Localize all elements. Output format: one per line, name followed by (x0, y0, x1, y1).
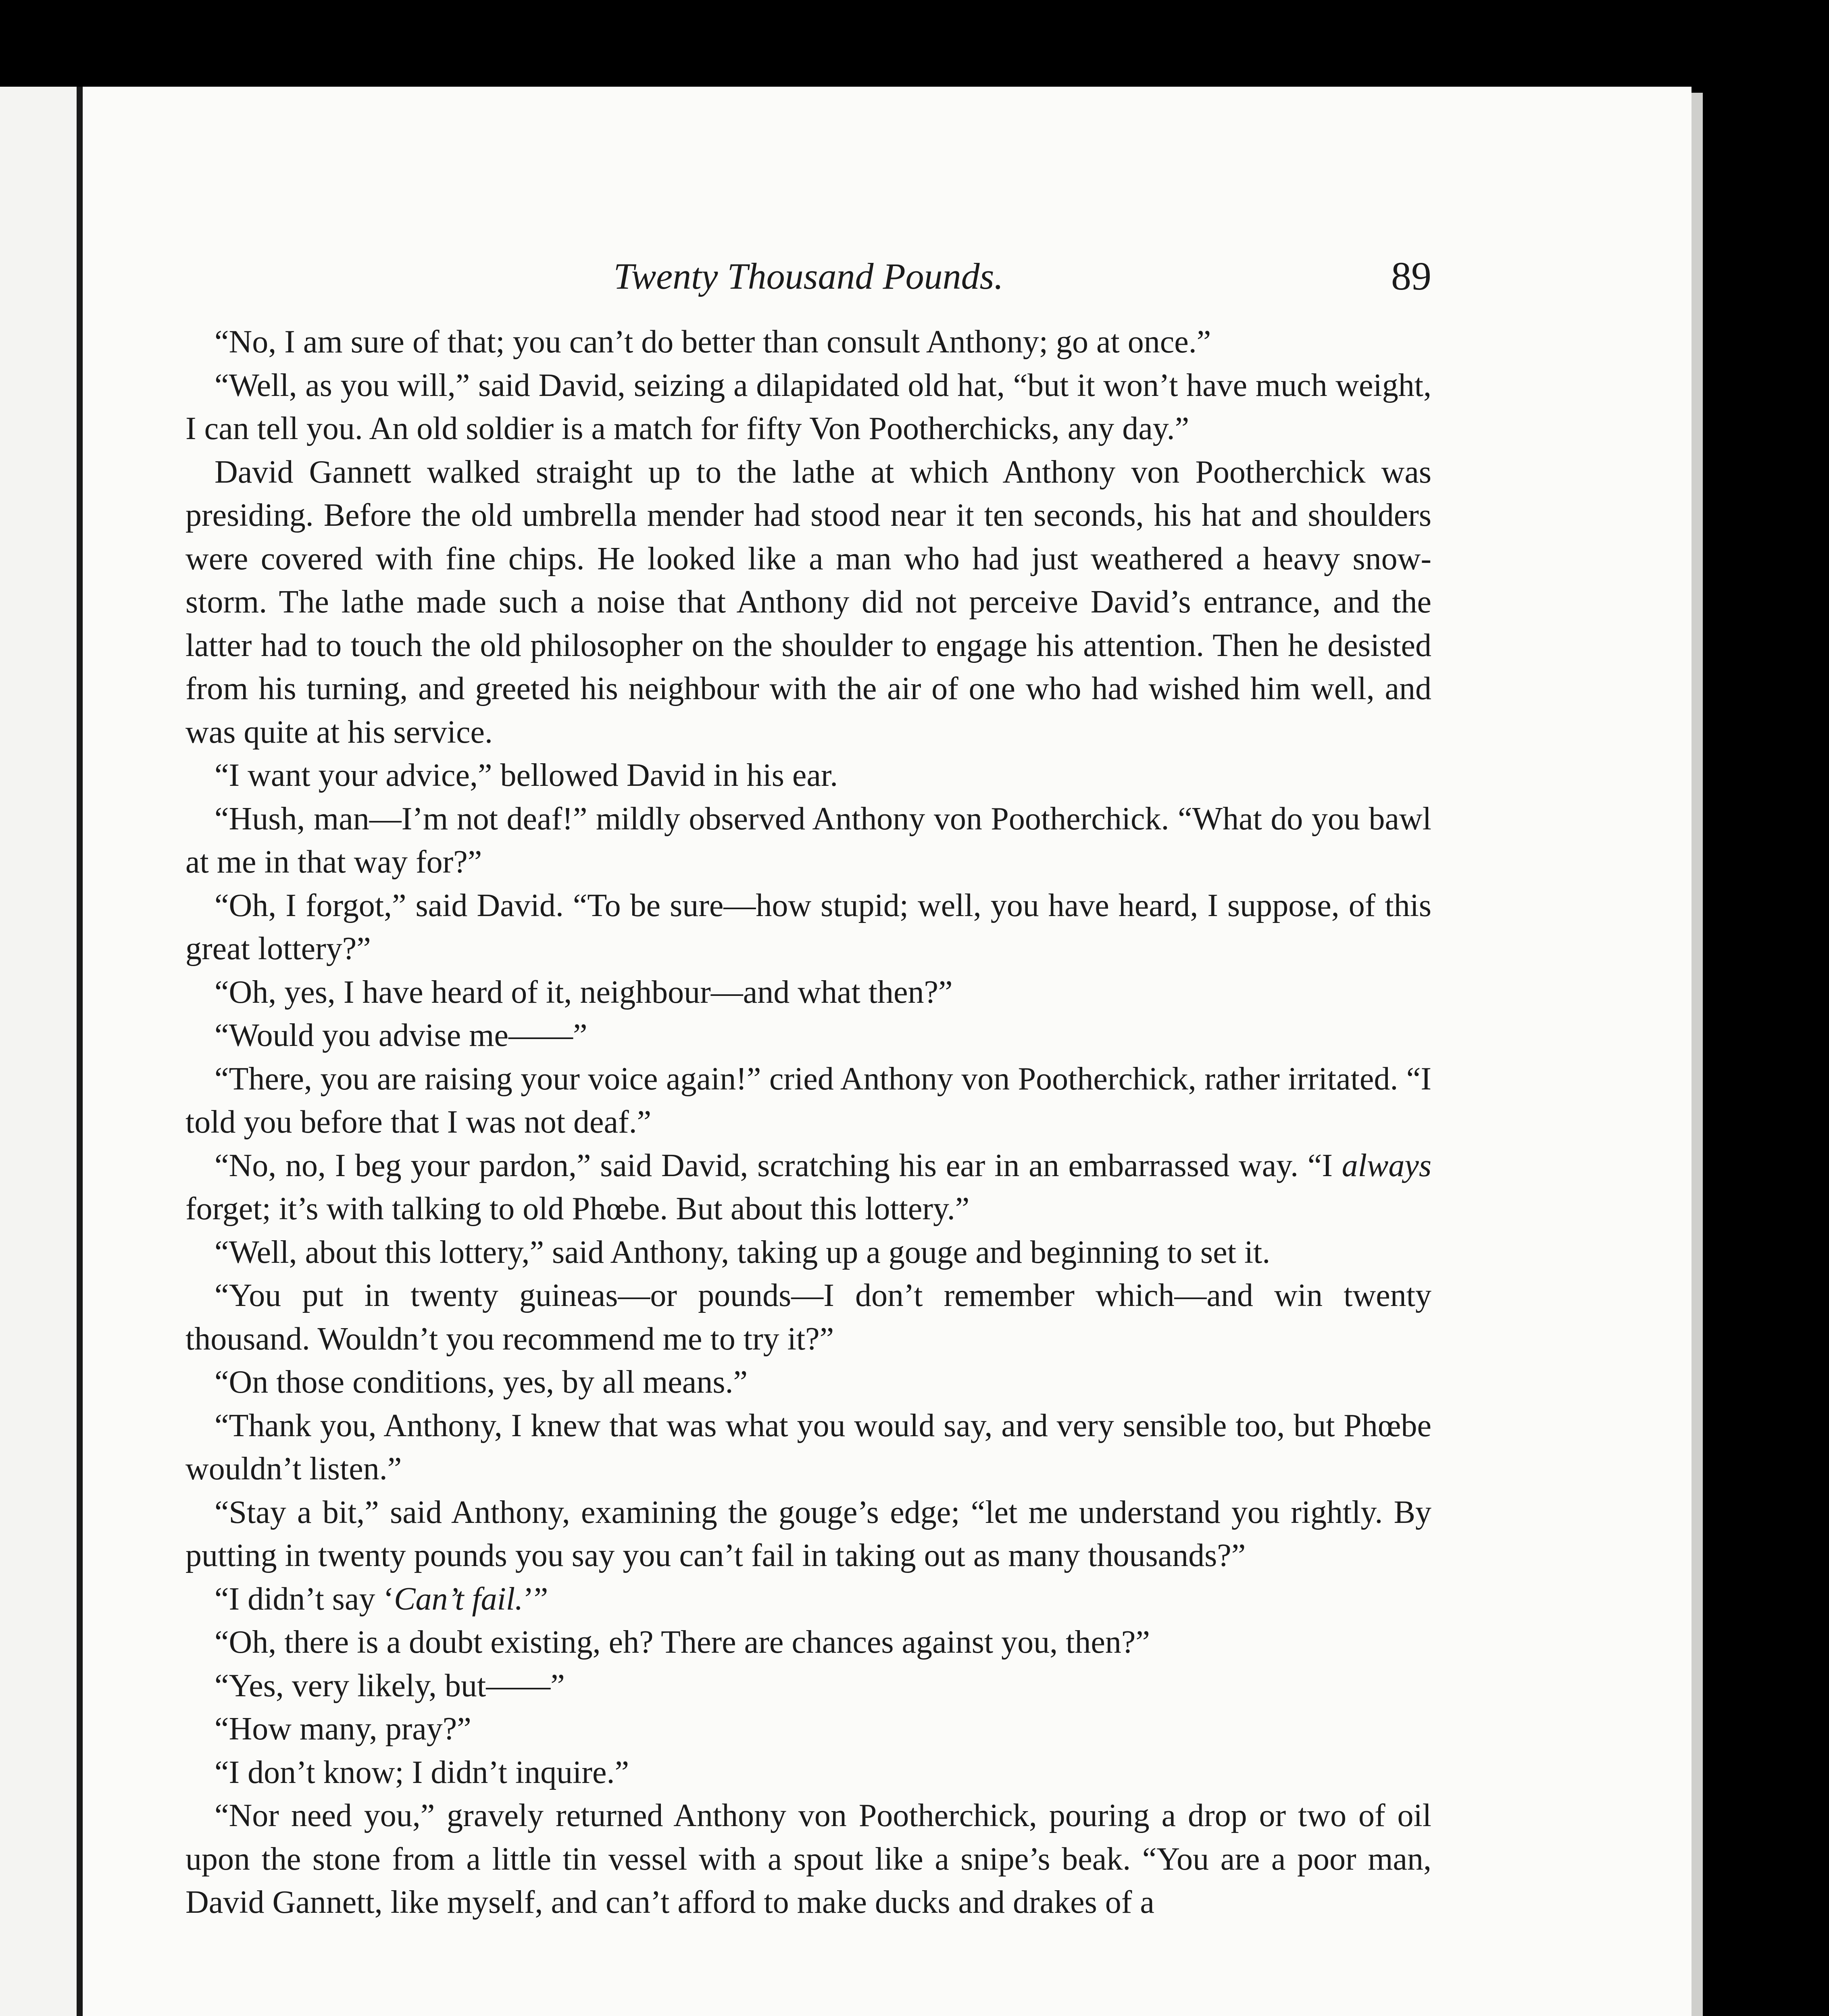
paragraph (185, 1621, 1431, 1664)
paragraph (185, 321, 1431, 364)
paragraph (185, 754, 1431, 798)
paragraph (185, 1664, 1431, 1708)
text-run: ’” (523, 1581, 548, 1617)
paragraph (185, 1361, 1431, 1404)
text-run: “How many, pray?” (215, 1711, 471, 1747)
text-run: “Nor need you,” gravely returned Anthony von Pootherchick, pouring a drop or two of oil upon the stone from a little tin vessel with a spout like a snipe’s beak. “You are a poor man, David Gannett, like myself, and can’t afford to make ducks and drakes of a (185, 1798, 1431, 1920)
text-run: “I want your advice,” bellowed David in his ear. (215, 758, 838, 793)
paragraph (185, 1014, 1431, 1058)
paragraph (185, 451, 1431, 754)
text-run: “You put in twenty guineas—or pounds—I don’t remember which—and win twenty thousand. Wouldn’t you recommend me to try it?” (185, 1278, 1431, 1357)
paragraph (185, 1231, 1431, 1275)
paragraph (185, 364, 1431, 451)
italic-text: Can’t fail. (394, 1581, 523, 1617)
text-run: “On those conditions, yes, by all means.” (215, 1364, 748, 1400)
page-right-edge (1692, 93, 1703, 2016)
text-run: “Oh, yes, I have heard of it, neighbour—and what then?” (215, 974, 953, 1010)
italic-text: always (1342, 1148, 1431, 1183)
text-run: “Stay a bit,” said Anthony, examining the gouge’s edge; “let me understand you rightly. By putting in twenty pounds you say you can’t fail in taking out as many thousands?” (185, 1494, 1431, 1573)
text-run: forget; it’s with talking to old Phœbe. But about this lottery.” (185, 1191, 970, 1227)
paragraph (185, 1058, 1431, 1144)
text-run: “Well, about this lottery,” said Anthony, taking up a gouge and beginning to set it. (215, 1234, 1271, 1270)
body-text (185, 321, 1431, 1924)
text-run: “There, you are raising your voice again!” cried Anthony von Pootherchick, rather irritated. “I told you before that I was not deaf.” (185, 1061, 1431, 1140)
text-run: “I don’t know; I didn’t inquire.” (215, 1754, 629, 1790)
text-run: David Gannett walked straight up to the lathe at which Anthony von Pootherchick was presiding. Before the old umbrella mender had stood near it ten seconds, his hat and shoulders were covered with fine chips. He looked like a man who had just weathered a heavy snow-storm. The lathe made such a noise that Anthony did not perceive David’s entrance, and the latter had to touch the old philosopher on the shoulder to engage his attention. Then he desisted from his turning, and greeted his neighbour with the air of one who had wished him well, and was quite at his service. (185, 454, 1431, 750)
paragraph (185, 971, 1431, 1014)
text-run: “No, I am sure of that; you can’t do better than consult Anthony; go at once.” (215, 324, 1211, 360)
paragraph (185, 1274, 1431, 1361)
paragraph (185, 798, 1431, 884)
running-title: Twenty Thousand Pounds. (613, 256, 1004, 297)
left-page-edge (0, 87, 82, 2016)
text-run: “No, no, I beg your pardon,” said David, scratching his ear in an embarrassed way. “I (215, 1148, 1342, 1183)
paragraph (185, 1144, 1431, 1231)
text-run: “Hush, man—I’m not deaf!” mildly observed Anthony von Pootherchick. “What do you bawl at me in that way for?” (185, 801, 1431, 880)
page-number: 89 (1391, 254, 1431, 298)
paragraph (185, 1491, 1431, 1578)
paragraph (185, 1404, 1431, 1491)
text-run: “Yes, very likely, but——” (215, 1668, 565, 1704)
paragraph (185, 1578, 1431, 1621)
text-run: “Thank you, Anthony, I knew that was what you would say, and very sensible too, but Phœbe wouldn’t listen.” (185, 1408, 1431, 1487)
text-run: “Well, as you will,” said David, seizing a dilapidated old hat, “but it won’t have much weight, I can tell you. An old soldier is a match for fifty Von Pootherchicks, any day.” (185, 367, 1431, 446)
paragraph (185, 884, 1431, 971)
paragraph (185, 1751, 1431, 1795)
text-run: “I didn’t say ‘ (215, 1581, 394, 1617)
paragraph (185, 1708, 1431, 1751)
paragraph (185, 1794, 1431, 1924)
running-head (185, 246, 1431, 306)
text-run: “Would you advise me——” (215, 1018, 587, 1053)
text-run: “Oh, I forgot,” said David. “To be sure—how stupid; well, you have heard, I suppose, of this great lottery?” (185, 887, 1431, 966)
text-run: “Oh, there is a doubt existing, eh? There are chances against you, then?” (215, 1624, 1150, 1660)
